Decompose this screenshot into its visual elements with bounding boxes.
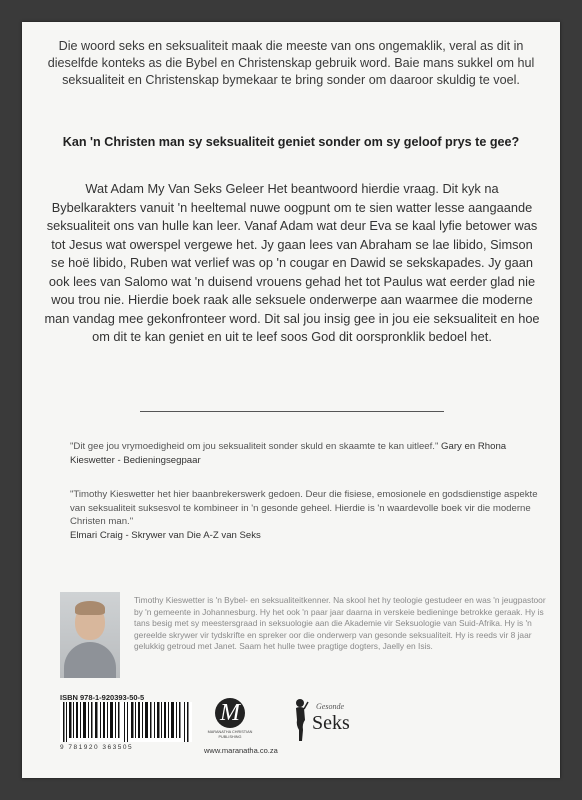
isbn-label: ISBN 978-1-920393-50-5 bbox=[60, 693, 145, 702]
silhouette-icon bbox=[290, 698, 310, 742]
author-photo bbox=[60, 592, 120, 678]
quote-text: "Timothy Kieswetter het hier baanbrekerswerk gedoen. Deur die fisiese, emosionele en godsdienstige aspekte van seksualiteit suksesvol te kombineer in 'n gesonde geheel. Hierdie is 'n waardevolle boek vir die moderne Christen man." bbox=[70, 489, 538, 527]
quote-attribution: Gary en Rhona Kieswetter - Bedieningsegpaar bbox=[70, 441, 507, 466]
intro-paragraph: Die woord seks en seksualiteit maak die meeste van ons ongemaklik, veral as dit in dieselfde konteks as die Bybel en Christenskap gebruik word. Baie mans sukkel om hul seksualiteit en Christenskap bymekaar te bring sonder om daaroor skuldig te voel. bbox=[47, 39, 535, 87]
description-paragraph: Wat Adam My Van Seks Geleer Het beantwoord hierdie vraag. Dit kyk na Bybelkarakters vanuit 'n heeltemal nuwe oogpunt om te sien watter lesse aangaande seksualiteit ons van hulle kan leer. Vanaf Adam wat deur Eva se kaal lyfie betower was tot Jesus wat owerspel vergewe het. Jy gaan lees van Abraham se lae libido, Simson se hoë libido, Ruben wat verlief was op 'n cougar en Dawid se sekskapades. Jy gaan ook lees van Salomo wat 'n duisend vrouens gehad het tot Paulus wat eerder glad nie wou trou nie. Hierdie boek raak alle seksuele onderwerpe aan waarmee die moderne man vandag mee gekonfronteer word. Dit sal jou insig gee in jou eie seksualiteit en hoe om dit te kan geniet en uit te leef soos God dit oorspronklik bedoel het. bbox=[44, 181, 540, 344]
publisher-logo: M bbox=[215, 698, 245, 728]
endorsement-quote-2 bbox=[70, 488, 540, 542]
endorsement-quote-1 bbox=[70, 440, 530, 467]
publisher-name: MARANATHA CHRISTIAN PUBLISHING bbox=[207, 730, 253, 739]
divider-line bbox=[140, 411, 444, 412]
quote-text: "Dit gee jou vrymoedigheid om jou seksualiteit sonder skuld en skaamte te kan uitleef." bbox=[70, 441, 439, 452]
series-tagline: Gesonde bbox=[316, 702, 344, 711]
key-question: Kan 'n Christen man sy seksualiteit geniet sonder om sy geloof prys te gee? bbox=[62, 135, 520, 149]
publisher-url: www.maranatha.co.za bbox=[204, 746, 278, 755]
quote-attribution: Elmari Craig - Skrywer van Die A-Z van Seks bbox=[70, 529, 261, 541]
series-logo-text: Seks bbox=[312, 712, 350, 734]
barcode-number: 9 781920 363505 bbox=[60, 744, 134, 751]
author-bio: Timothy Kieswetter is 'n Bybel- en seksualiteitkenner. Na skool het hy teologie gestudeer en was 'n jeugpastoor by 'n gemeente in Johannesburg. Hy het ook 'n paar jaar daarna in verskeie bedieninge betrokke geraak. Hy is tans besig met sy meestersgraad in seksuologie aan die Akademie vir Seksuologie van Suid-Afrika. Hy is 'n gereelde skrywer vir tydskrifte en spreker oor die onderwerp van gesonde seksualiteit. Hy is reeds vir 8 jaar gelukkig getroud met Janet. Saam het hulle twee pragtige dogters, Jaelly en Isis. bbox=[134, 595, 546, 651]
barcode-icon bbox=[60, 702, 192, 742]
book-back-cover bbox=[22, 22, 560, 778]
